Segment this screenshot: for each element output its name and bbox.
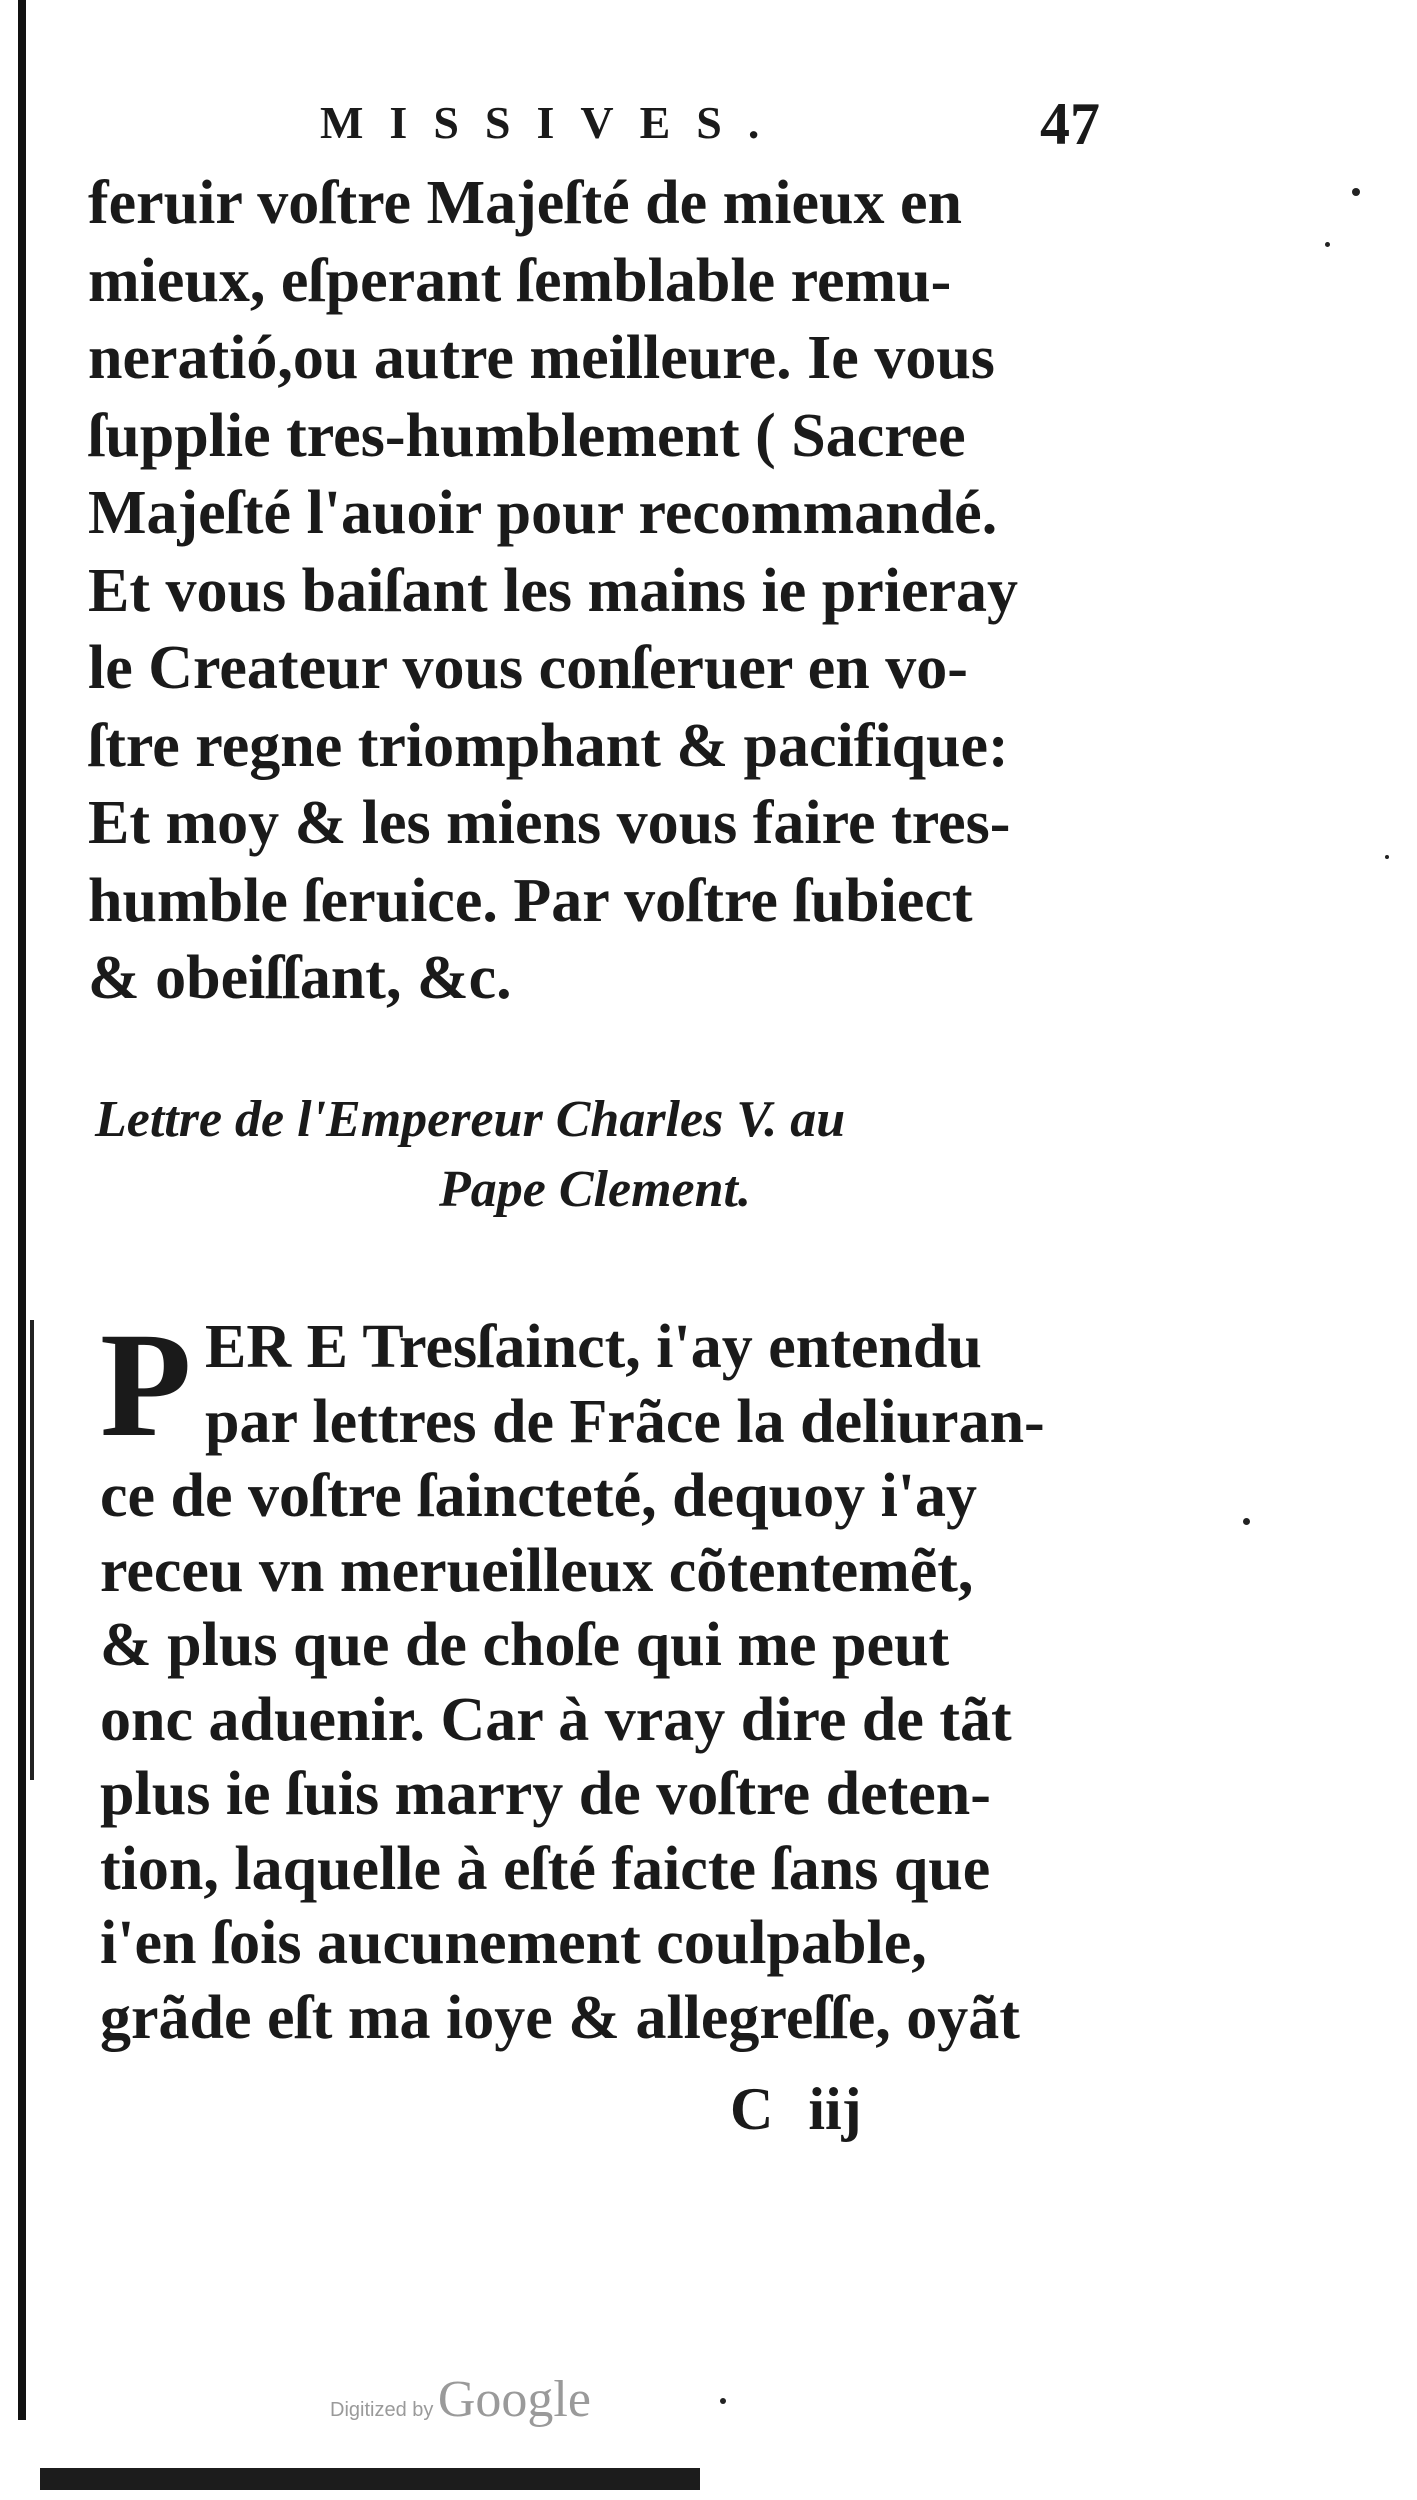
ink-speck xyxy=(1385,855,1389,859)
text-line: mieux, eſperant ſemblable remu- xyxy=(88,246,952,315)
letter-line: tion, laquelle à eſté faicte ſans que xyxy=(100,1834,991,1903)
text-line: ſupplie tres-humblement ( Sacree xyxy=(88,401,966,470)
text-line: ſtre regne triomphant & pacifique: xyxy=(88,711,1009,780)
ink-speck xyxy=(1243,1518,1250,1525)
letter-line: par lettres de Frãce la deliuran- xyxy=(205,1387,1045,1456)
ink-speck xyxy=(1325,242,1330,247)
text-line: Et vous baiſant les mains ie prieray xyxy=(88,556,1019,625)
letter-line: & plus que de choſe qui me peut xyxy=(100,1611,950,1679)
text-line: neratió,ou autre meilleure. Ie vous xyxy=(88,324,995,392)
heading-line: Pape Clement. xyxy=(439,1161,751,1218)
page-gutter-shadow xyxy=(30,1320,34,1780)
drop-cap: P xyxy=(100,1302,192,1468)
bottom-edge-shadow xyxy=(40,2468,700,2490)
letter-body xyxy=(100,1302,1100,2055)
digitized-watermark xyxy=(330,2370,591,2429)
text-line: feruir voſtre Majeſté de mieux en xyxy=(88,169,963,237)
page-number: 47 xyxy=(1040,91,1100,157)
text-line: le Createur vous conſeruer en vo- xyxy=(88,634,968,702)
google-logo: Google xyxy=(437,2371,591,2428)
text-line: & obeiſſant, &c. xyxy=(88,944,512,1012)
letter-line: plus ie ſuis marry de voſtre deten- xyxy=(100,1760,991,1828)
page-gutter-line xyxy=(18,0,26,2420)
heading-line: Lettre de l'Empereur Charles V. au xyxy=(95,1091,846,1148)
letter-line: i'en ſois aucunement coulpable, xyxy=(100,1909,927,1977)
page-header xyxy=(320,91,1100,166)
text-line: Et moy & les miens vous faire tres- xyxy=(88,789,1011,857)
digitized-prefix: Digitized by xyxy=(330,2399,434,2421)
letter-line: ER E Tresſainct, i'ay entendu xyxy=(205,1313,982,1381)
text-line: Majeſté l'auoir pour recommandé. xyxy=(88,479,998,547)
running-head: MISSIVES. xyxy=(320,97,786,148)
body-text xyxy=(88,165,1098,1018)
letter-heading xyxy=(95,1085,1095,1225)
letter-line: onc aduenir. Car à vray dire de tãt xyxy=(100,1685,1012,1754)
letter-line: grãde eſt ma ioye & allegreſſe, oyãt xyxy=(100,1983,1020,2052)
text-line: humble ſeruice. Par voſtre ſubiect xyxy=(88,866,973,935)
ink-speck xyxy=(720,2398,726,2404)
letter-line: receu vn merueilleux cõtentemẽt, xyxy=(100,1536,974,1605)
signature-mark: C iij xyxy=(730,2076,862,2142)
letter-line: ce de voſtre ſaincteté, dequoy i'ay xyxy=(100,1462,978,1530)
ink-speck xyxy=(1352,188,1360,196)
